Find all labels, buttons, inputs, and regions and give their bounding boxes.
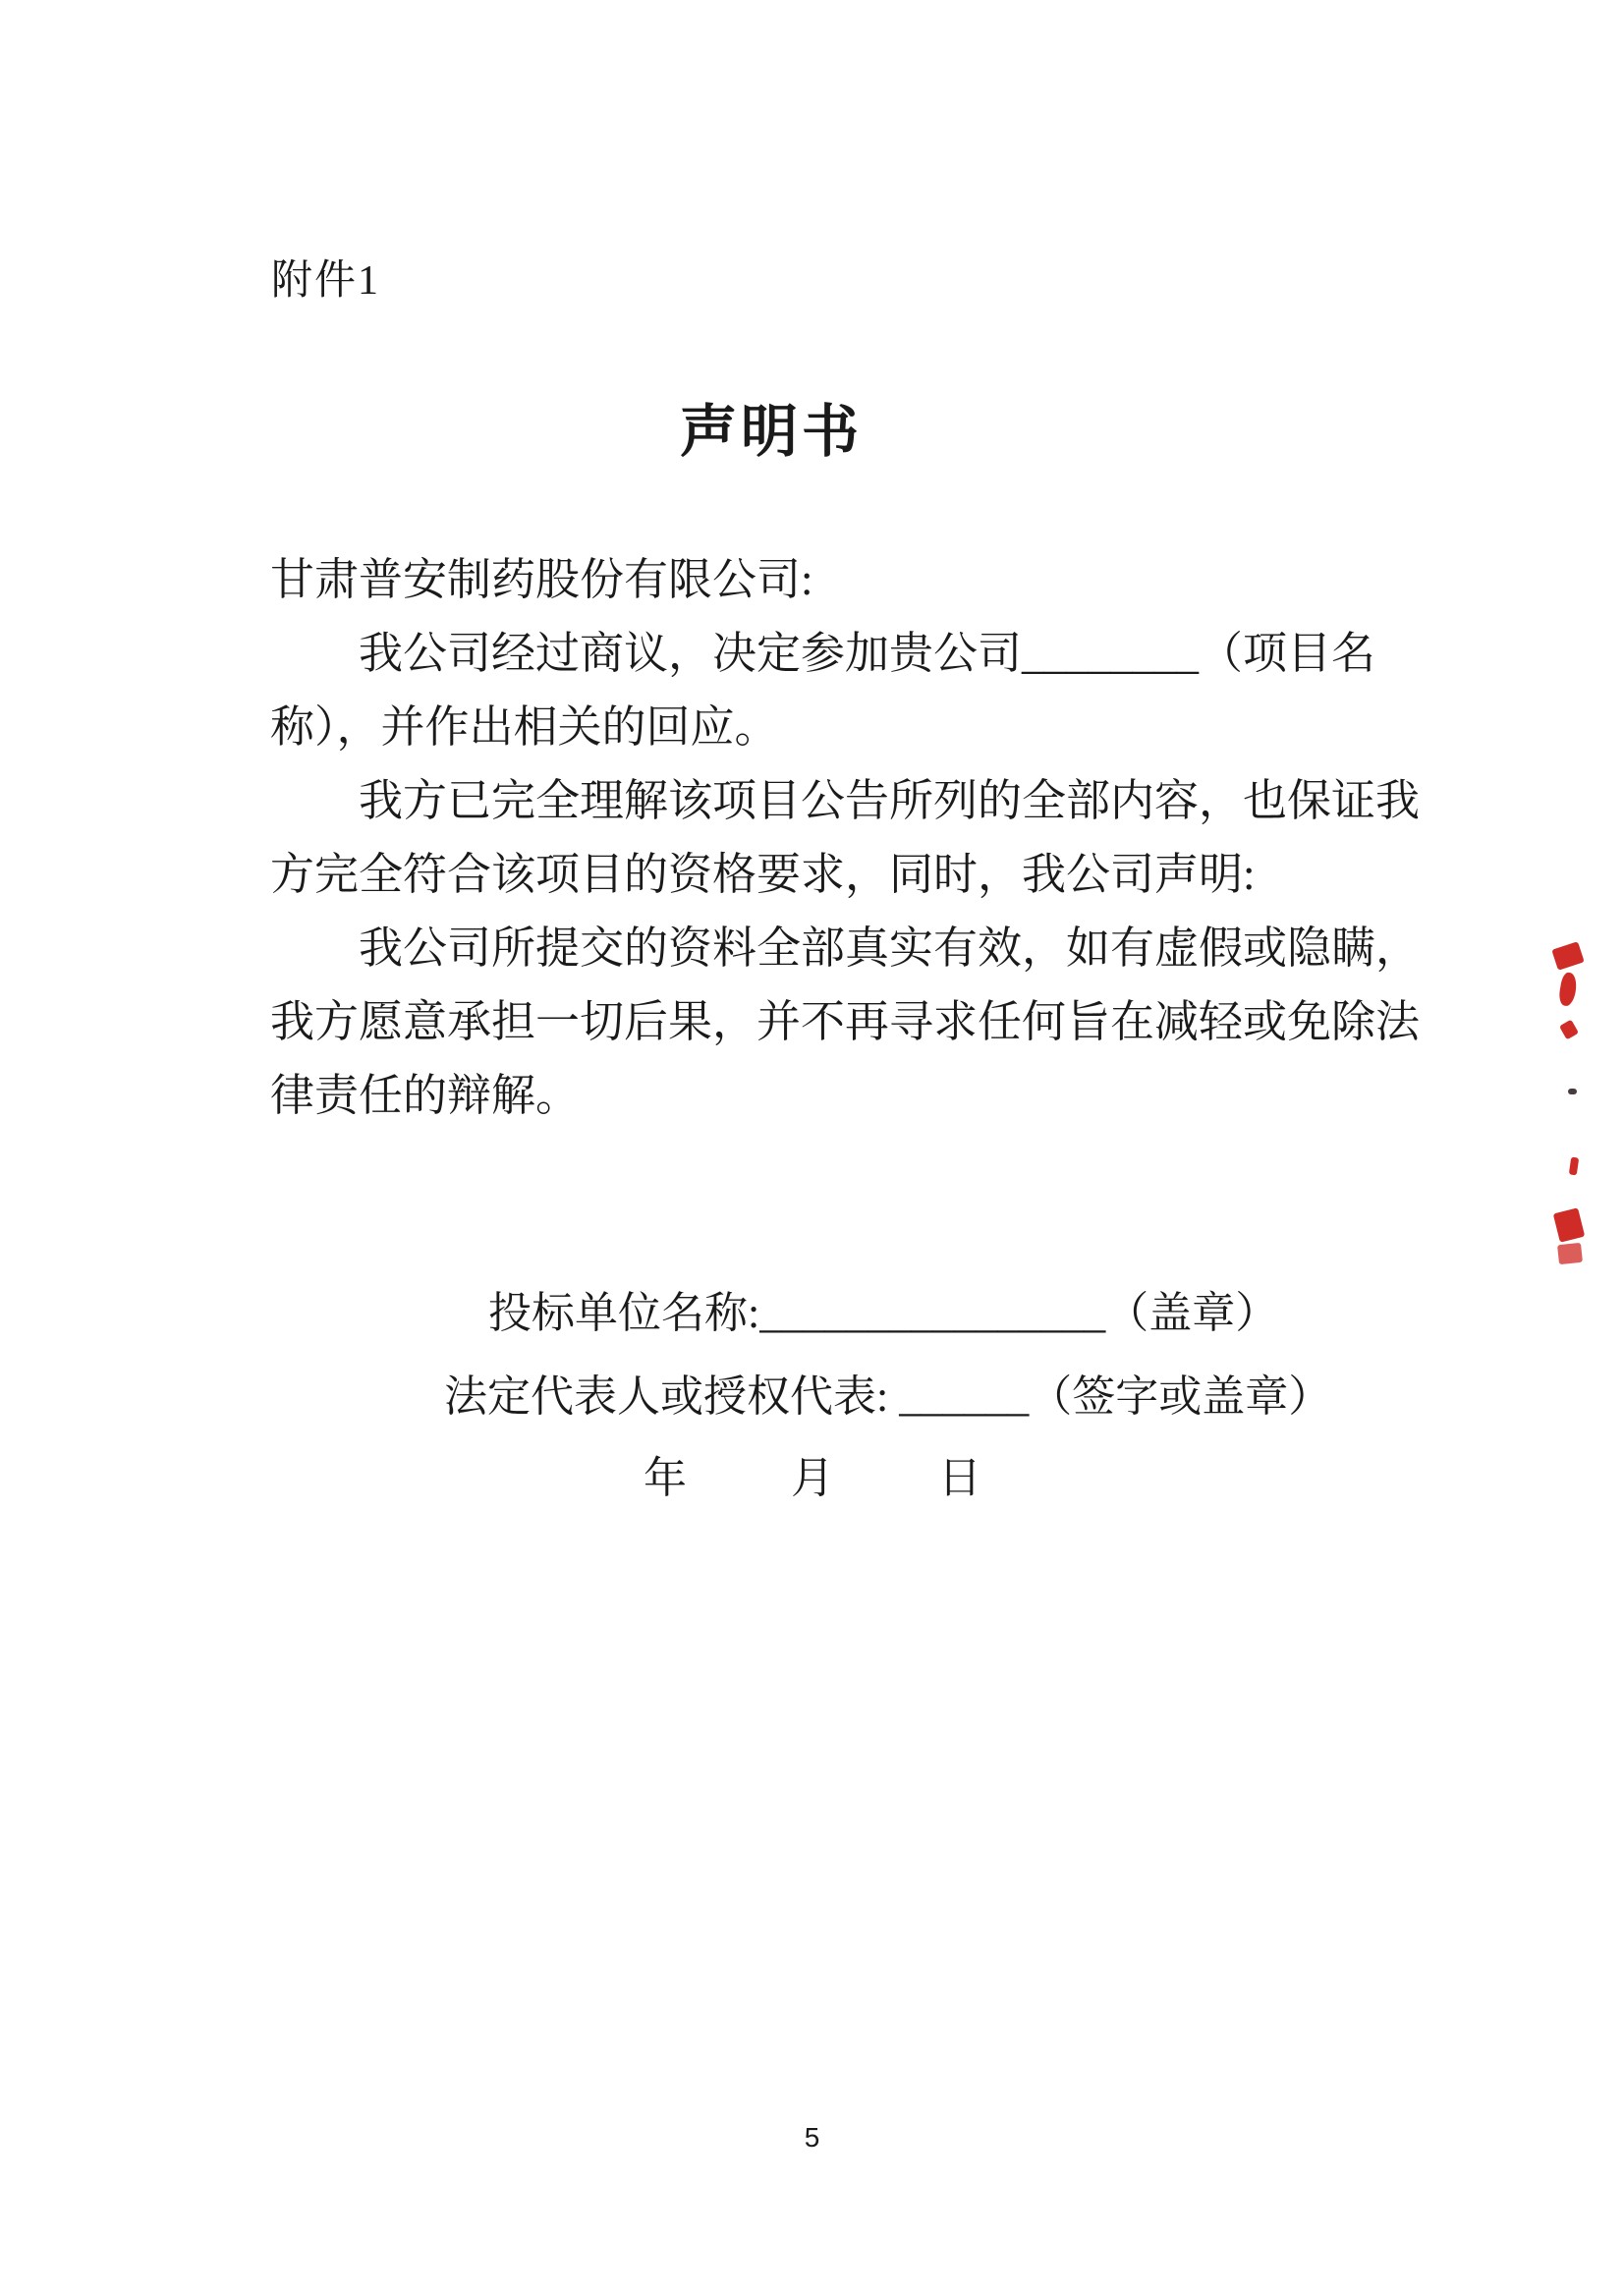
date-line: 年 月 日: [644, 1454, 987, 1502]
red-stamp-fragment: [1569, 1157, 1579, 1176]
red-stamp-fragment: [1551, 941, 1584, 971]
representative-line: 法定代表人或授权代表: ______（签字或盖章）: [444, 1372, 1332, 1421]
page-number: 5: [804, 2122, 820, 2153]
body-line: 称），并作出相关的回应。: [270, 702, 779, 752]
red-stamp-fragment: [1557, 972, 1579, 1007]
red-stamp-fragment: [1553, 1207, 1585, 1242]
ink-speck: [1568, 1089, 1577, 1094]
body-line: 我方已完全理解该项目公告所列的全部内容，也保证我: [359, 776, 1421, 825]
body-line: 我方愿意承担一切后果，并不再寻求任何旨在减轻或免除法: [270, 997, 1421, 1046]
document-title: 声明书: [679, 400, 863, 464]
body-line: 方完全符合该项目的资格要求，同时，我公司声明:: [270, 850, 1256, 899]
red-stamp-fragment: [1559, 1020, 1579, 1040]
red-stamp-fragment: [1557, 1243, 1583, 1264]
body-line: 我公司经过商议，决定参加贵公司________（项目名: [359, 629, 1376, 678]
body-lines: [270, 543, 1421, 1133]
body-line: 律责任的辩解。: [270, 1071, 581, 1120]
attachment-label: 附件1: [271, 258, 381, 304]
body-line: 我公司所提交的资料全部真实有效，如有虚假或隐瞒，: [359, 924, 1421, 973]
bidder-name-line: 投标单位名称:________________（盖章）: [488, 1289, 1279, 1337]
body-line: 甘肃普安制药股份有限公司:: [270, 555, 813, 604]
